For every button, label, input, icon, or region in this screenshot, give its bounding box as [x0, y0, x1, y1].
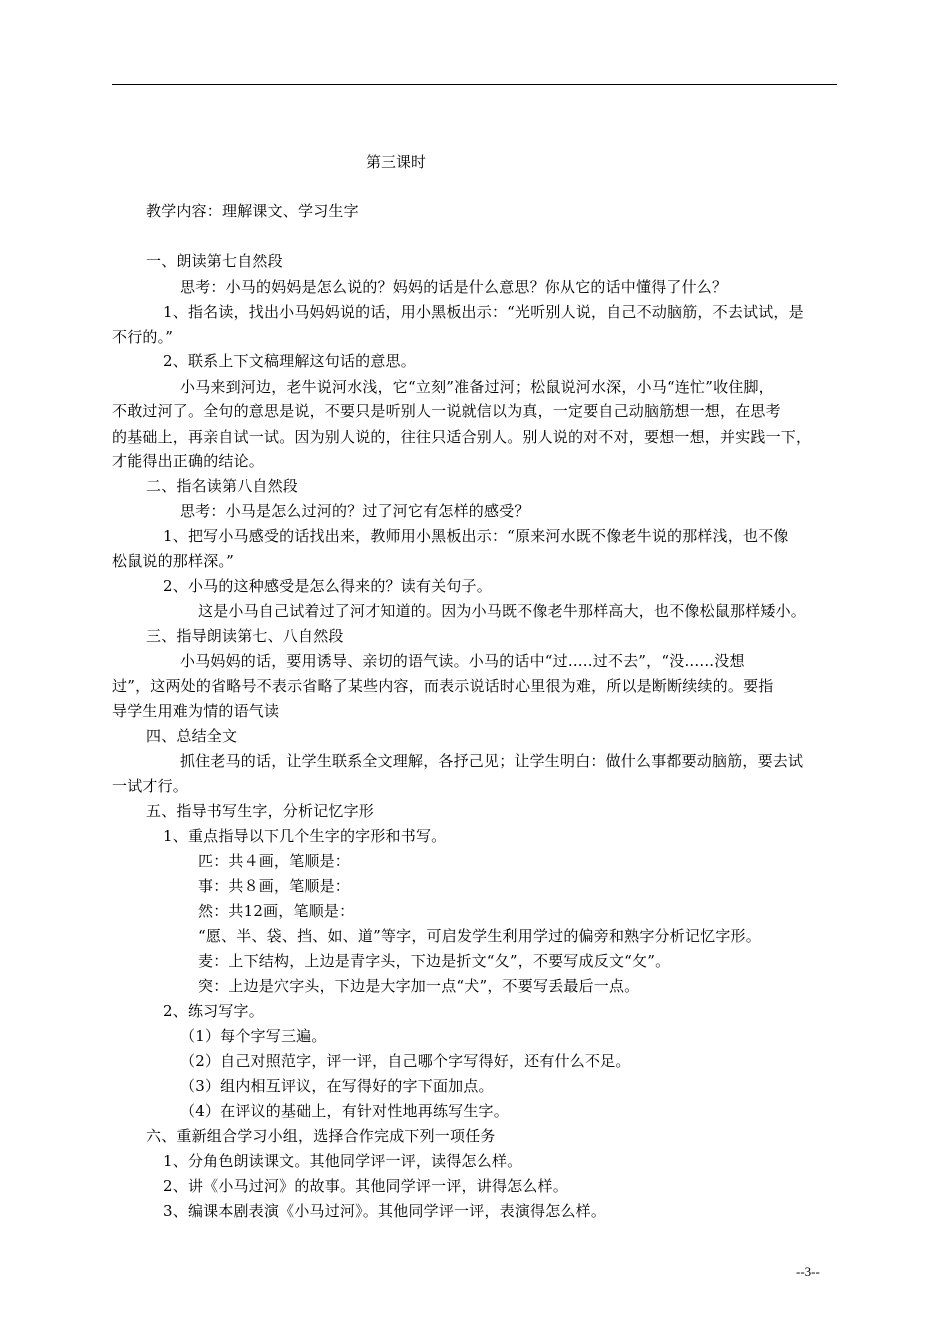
paragraph-line: 思考：小马是怎么过河的？过了河它有怎样的感受？	[180, 502, 530, 520]
paragraph-line: 松鼠说的那样深。”	[112, 552, 234, 570]
paragraph-line: （4）在评议的基础上，有针对性地再练写生字。	[180, 1102, 509, 1120]
section-heading: 二、指名读第八自然段	[146, 477, 299, 495]
paragraph-line: 导学生用难为情的语气读	[112, 702, 280, 720]
paragraph-line: （3）组内相互评议，在写得好的字下面加点。	[180, 1077, 494, 1095]
header-rule	[112, 84, 837, 85]
paragraph-line: 不敢过河了。全句的意思是说，不要只是听别人一说就信以为真，一定要自己动脑筋想一想，在思考	[112, 402, 781, 420]
paragraph-line: 麦：上下结构，上边是青字头，下边是折文“夂”，不要写成反文“攵”。	[198, 952, 671, 970]
paragraph-line: 2、小马的这种感受是怎么得来的？读有关句子。	[163, 577, 492, 595]
paragraph-line: 思考：小马的妈妈是怎么说的？妈妈的话是什么意思？你从它的话中懂得了什么？	[180, 278, 728, 296]
paragraph-line: 才能得出正确的结论。	[112, 452, 265, 470]
paragraph-line: “愿、半、袋、挡、如、道”等字，可启发学生利用学过的偏旁和熟字分析记忆字形。	[198, 927, 761, 945]
paragraph-line: （1）每个字写三遍。	[180, 1027, 327, 1045]
paragraph-line: 1、把写小马感受的话找出来，教师用小黑板出示：“原来河水既不像老牛说的那样浅，也不像	[163, 527, 789, 545]
section-heading: 六、重新组合学习小组，选择合作完成下列一项任务	[146, 1127, 496, 1145]
paragraph-line: 3、编课本剧表演《小马过河》。其他同学评一评，表演得怎么样。	[163, 1202, 607, 1220]
paragraph-line: 2、练习写字。	[163, 1002, 264, 1020]
paragraph-line: 一试才行。	[112, 777, 189, 795]
section-heading: 一、朗读第七自然段	[146, 252, 283, 270]
page-number: --3--	[796, 1264, 820, 1279]
paragraph-line: 2、联系上下文稿理解这句话的意思。	[163, 352, 416, 370]
paragraph-line: 然：共12画，笔顺是：	[198, 902, 355, 920]
section-heading: 四、总结全文	[146, 727, 238, 745]
paragraph-line: 1、指名读，找出小马妈妈说的话，用小黑板出示：“光听别人说，自己不动脑筋，不去试试，是	[163, 303, 804, 321]
paragraph-line: 抓住老马的话，让学生联系全文理解，各抒己见；让学生明白：做什么事都要动脑筋，要去试	[180, 752, 804, 770]
lesson-title: 第三课时	[366, 153, 427, 171]
paragraph-line: 突：上边是穴字头，下边是大字加一点“犬”，不要写丢最后一点。	[198, 977, 640, 995]
paragraph-line: 1、重点指导以下几个生字的字形和书写。	[163, 827, 447, 845]
paragraph-line: 事：共８画，笔顺是：	[198, 877, 351, 895]
paragraph-line: 过”，这两处的省略号不表示省略了某些内容，而表示说话时心里很为难，所以是断断续续的。要指	[112, 677, 774, 695]
section-heading: 三、指导朗读第七、八自然段	[146, 627, 344, 645]
paragraph-line: 匹：共４画，笔顺是：	[198, 852, 351, 870]
teaching-content: 教学内容：理解课文、学习生字	[146, 202, 359, 220]
paragraph-line: 这是小马自己试着过了河才知道的。因为小马既不像老牛那样高大，也不像松鼠那样矮小。	[198, 602, 807, 620]
paragraph-line: 小马妈妈的话，要用诱导、亲切的语气读。小马的话中“过.....过不去”，“没......没想	[180, 652, 745, 670]
paragraph-line: 小马来到河边，老牛说河水浅，它“立刻”准备过河；松鼠说河水深，小马“连忙”收住脚，	[180, 378, 774, 396]
paragraph-line: 2、讲《小马过河》的故事。其他同学评一评，讲得怎么样。	[163, 1177, 568, 1195]
section-heading: 五、指导书写生字，分析记忆字形	[146, 802, 375, 820]
paragraph-line: 1、分角色朗读课文。其他同学评一评，读得怎么样。	[163, 1152, 523, 1170]
paragraph-line: 不行的。”	[112, 328, 174, 346]
paragraph-line: （2）自己对照范字，评一评，自己哪个字写得好，还有什么不足。	[180, 1052, 631, 1070]
paragraph-line: 的基础上，再亲自试一试。因为别人说的，往往只适合别人。别人说的对不对，要想一想，并实践一下，	[112, 428, 812, 446]
